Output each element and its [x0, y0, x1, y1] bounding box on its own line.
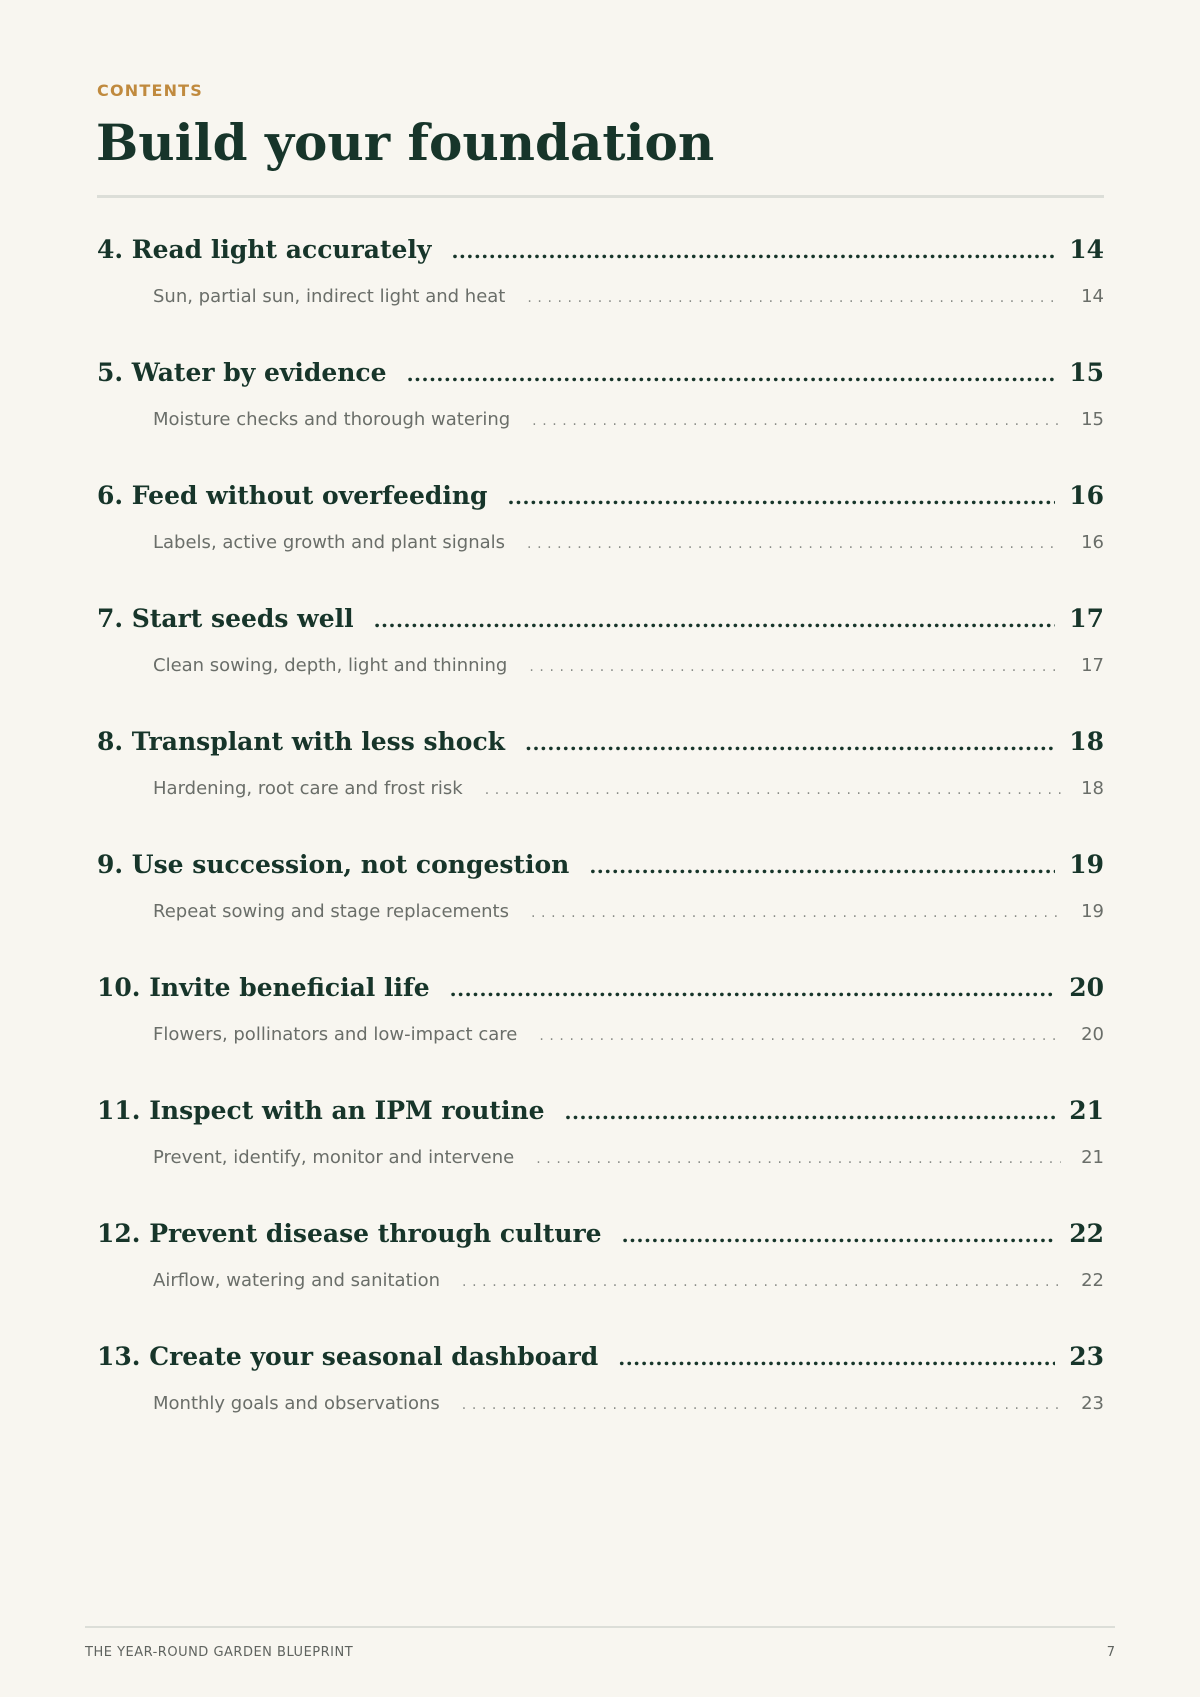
subsection-row[interactable] — [153, 532, 1104, 562]
dot-leader — [508, 485, 1056, 509]
subsection-page-number: 22 — [1081, 1270, 1104, 1291]
table-of-contents — [97, 235, 1104, 1465]
subsection-row[interactable] — [153, 409, 1104, 439]
contents-eyebrow: CONTENTS — [97, 81, 204, 100]
toc-entry — [97, 604, 1104, 727]
subsection-page-number: 18 — [1081, 778, 1104, 799]
chapter-title[interactable]: 10. Invite beneficial life — [97, 973, 430, 1002]
chapter-row[interactable] — [97, 481, 1104, 526]
dot-leader — [618, 1346, 1055, 1370]
footer-page-number: 7 — [1106, 1645, 1115, 1660]
toc-entry — [97, 1342, 1104, 1465]
chapter-title[interactable]: 4. Read light accurately — [97, 235, 432, 264]
dot-leader — [531, 905, 1061, 921]
subsection-row[interactable] — [153, 1393, 1104, 1423]
dot-leader — [532, 413, 1061, 429]
chapter-row[interactable] — [97, 1219, 1104, 1264]
chapter-title[interactable]: 6. Feed without overfeeding — [97, 481, 488, 510]
chapter-page-number: 20 — [1069, 973, 1104, 1002]
dot-leader — [374, 608, 1056, 632]
chapter-title[interactable]: 9. Use succession, not congestion — [97, 850, 570, 879]
footer-book-title: THE YEAR-ROUND GARDEN BLUEPRINT — [85, 1645, 354, 1660]
subsection-title[interactable]: Clean sowing, depth, light and thinning — [153, 655, 508, 676]
dot-leader — [565, 1100, 1056, 1124]
subsection-title[interactable]: Airflow, watering and sanitation — [153, 1270, 441, 1291]
subsection-title[interactable]: Prevent, identify, monitor and intervene — [153, 1147, 515, 1168]
toc-entry — [97, 727, 1104, 850]
chapter-page-number: 21 — [1069, 1096, 1104, 1125]
subsection-page-number: 21 — [1081, 1147, 1104, 1168]
subsection-page-number: 20 — [1081, 1024, 1104, 1045]
dot-leader — [451, 239, 1055, 263]
chapter-page-number: 22 — [1069, 1219, 1104, 1248]
footer-divider — [85, 1626, 1115, 1628]
chapter-page-number: 23 — [1069, 1342, 1104, 1371]
dot-leader — [622, 1223, 1056, 1247]
toc-entry — [97, 358, 1104, 481]
dot-leader — [589, 854, 1055, 878]
toc-entry — [97, 1096, 1104, 1219]
subsection-row[interactable] — [153, 1270, 1104, 1300]
chapter-title[interactable]: 7. Start seeds well — [97, 604, 354, 633]
dot-leader — [450, 977, 1056, 1001]
chapter-title[interactable]: 8. Transplant with less shock — [97, 727, 505, 756]
subsection-page-number: 23 — [1081, 1393, 1104, 1414]
subsection-page-number: 15 — [1081, 409, 1104, 430]
chapter-row[interactable] — [97, 850, 1104, 895]
chapter-row[interactable] — [97, 727, 1104, 772]
toc-entry — [97, 235, 1104, 358]
chapter-title[interactable]: 11. Inspect with an IPM routine — [97, 1096, 545, 1125]
dot-leader — [536, 1151, 1061, 1167]
chapter-title[interactable]: 13. Create your seasonal dashboard — [97, 1342, 599, 1371]
chapter-title[interactable]: 12. Prevent disease through culture — [97, 1219, 602, 1248]
subsection-title[interactable]: Flowers, pollinators and low-impact care — [153, 1024, 518, 1045]
chapter-page-number: 18 — [1069, 727, 1104, 756]
subsection-row[interactable] — [153, 1024, 1104, 1054]
toc-entry — [97, 1219, 1104, 1342]
title-divider — [97, 195, 1104, 198]
toc-entry — [97, 481, 1104, 604]
chapter-row[interactable] — [97, 235, 1104, 280]
subsection-title[interactable]: Monthly goals and observations — [153, 1393, 440, 1414]
subsection-row[interactable] — [153, 901, 1104, 931]
subsection-page-number: 17 — [1081, 655, 1104, 676]
dot-leader — [462, 1274, 1061, 1290]
chapter-page-number: 16 — [1069, 481, 1104, 510]
chapter-row[interactable] — [97, 604, 1104, 649]
dot-leader — [407, 362, 1056, 386]
chapter-row[interactable] — [97, 1096, 1104, 1141]
subsection-title[interactable]: Hardening, root care and frost risk — [153, 778, 463, 799]
subsection-title[interactable]: Repeat sowing and stage replacements — [153, 901, 509, 922]
subsection-page-number: 16 — [1081, 532, 1104, 553]
toc-entry — [97, 973, 1104, 1096]
subsection-page-number: 19 — [1081, 901, 1104, 922]
dot-leader — [525, 731, 1055, 755]
subsection-row[interactable] — [153, 778, 1104, 808]
subsection-title[interactable]: Labels, active growth and plant signals — [153, 532, 506, 553]
chapter-page-number: 19 — [1069, 850, 1104, 879]
subsection-row[interactable] — [153, 655, 1104, 685]
subsection-row[interactable] — [153, 1147, 1104, 1177]
dot-leader — [485, 782, 1061, 798]
dot-leader — [529, 659, 1061, 675]
subsection-title[interactable]: Sun, partial sun, indirect light and heat — [153, 286, 506, 307]
chapter-page-number: 15 — [1069, 358, 1104, 387]
subsection-row[interactable] — [153, 286, 1104, 316]
subsection-title[interactable]: Moisture checks and thorough watering — [153, 409, 511, 430]
chapter-row[interactable] — [97, 358, 1104, 403]
chapter-page-number: 17 — [1069, 604, 1104, 633]
chapter-row[interactable] — [97, 973, 1104, 1018]
dot-leader — [527, 536, 1061, 552]
chapter-title[interactable]: 5. Water by evidence — [97, 358, 387, 387]
dot-leader — [539, 1028, 1061, 1044]
dot-leader — [462, 1397, 1061, 1413]
subsection-page-number: 14 — [1081, 286, 1104, 307]
toc-entry — [97, 850, 1104, 973]
chapter-row[interactable] — [97, 1342, 1104, 1387]
dot-leader — [527, 290, 1061, 306]
page-title: Build your foundation — [96, 113, 715, 172]
chapter-page-number: 14 — [1069, 235, 1104, 264]
